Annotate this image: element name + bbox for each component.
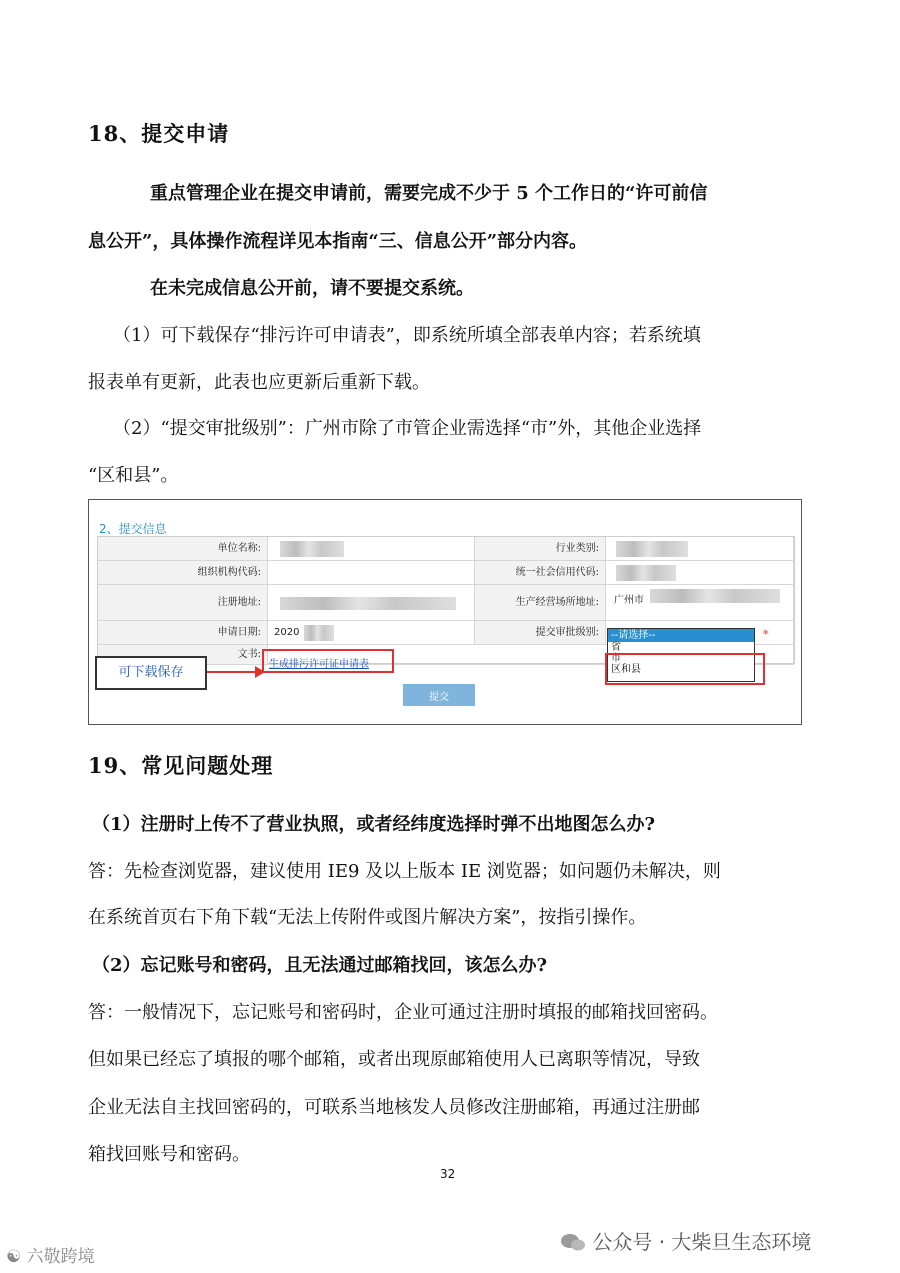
apply-date-text: 2020 [274,627,300,638]
callout-arrow-icon [207,662,267,682]
value-reg-address [268,585,475,621]
download-callout: 可下载保存 [95,656,207,690]
answer-1-line-2: 在系统首页右下角下载“无法上传附件或图片解决方案”，按指引操作。 [88,907,647,928]
value-prod-address [606,585,794,621]
redacted-unit-name [280,541,344,557]
question-2: （2）忘记账号和密码，且无法通过邮箱找回，该怎么办? [92,955,548,976]
label-credit-code: 统一社会信用代码: [475,561,606,585]
select-placeholder-option[interactable]: --请选择-- [608,629,754,642]
value-industry [606,537,794,561]
highlight-box-link [262,649,394,673]
paragraph-1-line-2: 息公开”，具体操作流程详见本指南“三、信息公开”部分内容。 [88,231,588,252]
paragraph-3-line-1: （1）可下载保存“排污许可申请表”，即系统所填全部表单内容；若系统填 [113,325,701,346]
paragraph-3-line-2: 报表单有更新，此表也应更新后重新下载。 [88,372,430,393]
label-reg-address: 注册地址: [98,585,268,621]
select-option-province[interactable]: 省 [611,642,621,653]
submission-form-screenshot [88,499,802,725]
label-document: 文书: [98,645,268,665]
generate-application-form-link[interactable]: 生成排污许可证申请表 [269,659,369,670]
section-18-heading: 18、提交申请 [88,121,230,146]
select-option-city[interactable]: 市 [611,653,621,664]
value-unit-name [268,537,475,561]
answer-1-line-1: 答：先检查浏览器，建议使用 IE9 及以上版本 IE 浏览器；如问题仍未解决，则 [88,861,721,882]
submit-button[interactable]: 提交 [403,684,475,706]
redacted-reg-address [280,597,456,610]
answer-2-line-4: 箱找回账号和密码。 [88,1144,250,1165]
label-org-code: 组织机构代码: [98,561,268,585]
watermark-logo-icon: ☯ [6,1247,27,1267]
required-mark: * [763,628,769,641]
paragraph-1-line-1: 重点管理企业在提交申请前，需要完成不少于 5 个工作日的“许可前信 [150,183,708,204]
label-prod-address: 生产经营场所地址: [475,585,606,621]
section-19-heading: 19、常见问题处理 [88,753,274,778]
question-1: （1）注册时上传不了营业执照，或者经纬度选择时弹不出地图怎么办? [92,814,656,835]
watermark-official-account-text: 公众号 · 大柴旦生态环境 [592,1230,812,1254]
page-number: 32 [440,1167,456,1181]
value-org-code [268,561,475,585]
watermark-official-account [560,1226,811,1255]
prod-address-text: 广州市 [614,595,644,606]
watermark-left [6,1242,95,1267]
redacted-prod-address [650,589,780,603]
answer-2-line-1: 答：一般情况下，忘记账号和密码时，企业可通过注册时填报的邮箱找回密码。 [88,1002,718,1023]
answer-2-line-3: 企业无法自主找回密码的，可联系当地核发人员修改注册邮箱，再通过注册邮 [88,1097,700,1118]
redacted-apply-date [304,625,334,641]
select-option-district-county[interactable]: 区和县 [611,664,641,675]
label-apply-date: 申请日期: [98,621,268,645]
highlight-box-options [605,653,765,685]
label-unit-name: 单位名称: [98,537,268,561]
paragraph-4-line-2: “区和县”。 [88,465,179,486]
label-industry: 行业类别: [475,537,606,561]
value-apply-date [268,621,475,645]
paragraph-2: 在未完成信息公开前，请不要提交系统。 [150,278,474,299]
paragraph-4-line-1: （2）“提交审批级别”：广州市除了市管企业需选择“市”外，其他企业选择 [113,418,702,439]
value-credit-code [606,561,794,585]
answer-2-line-2: 但如果已经忘了填报的哪个邮箱，或者出现原邮箱使用人已离职等情况，导致 [88,1049,700,1070]
wechat-icon [560,1232,586,1252]
watermark-left-text: 六敬跨境 [26,1247,95,1267]
redacted-industry [616,541,688,557]
form-section-title: 2、提交信息 [99,522,167,536]
redacted-credit-code [616,565,676,581]
label-approval-level: 提交审批级别: [475,621,606,645]
